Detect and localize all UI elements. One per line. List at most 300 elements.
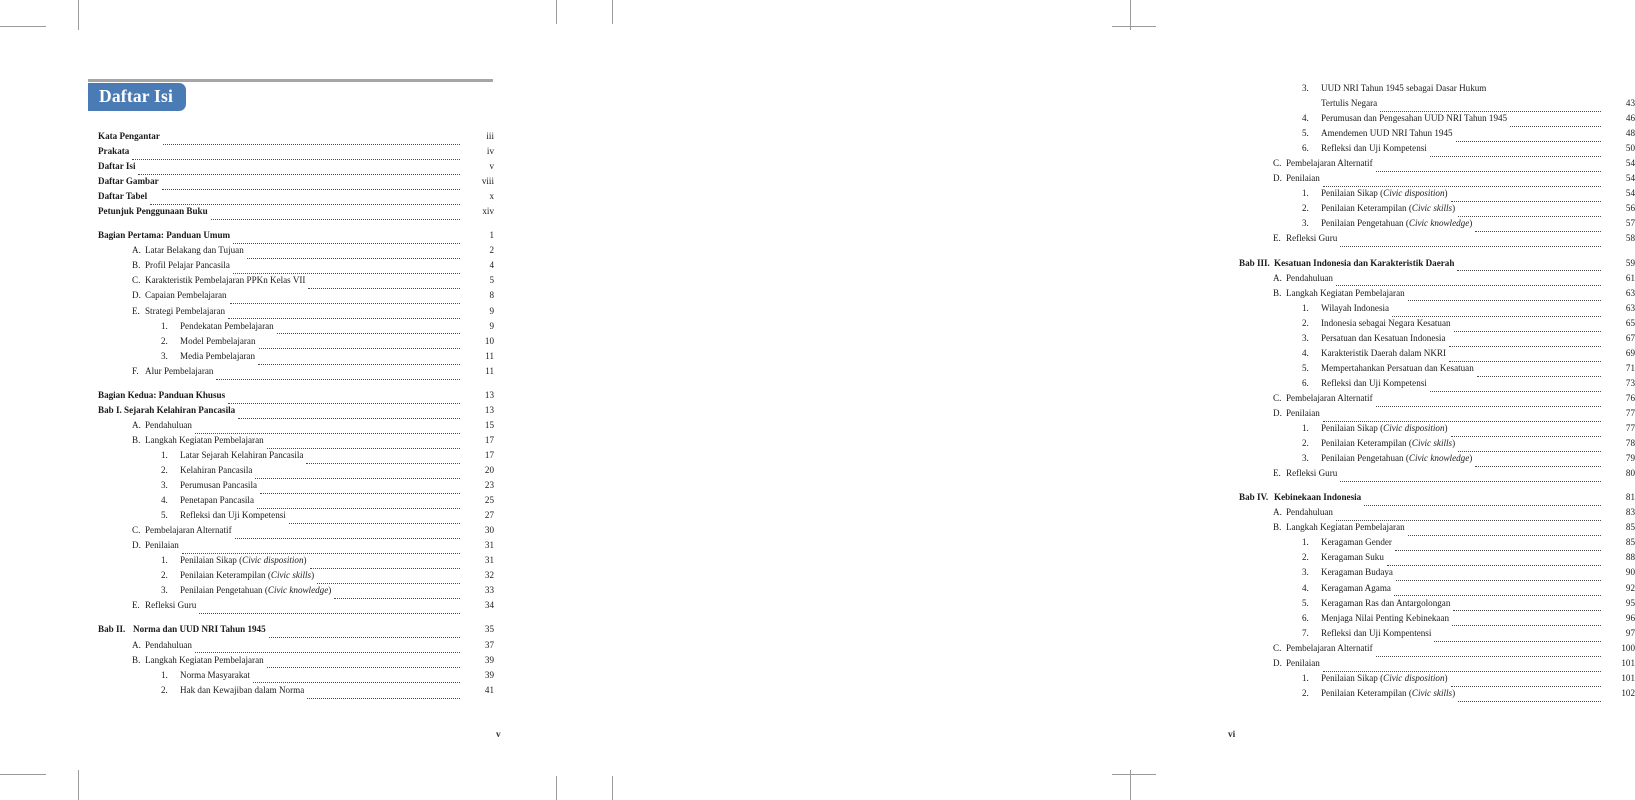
toc-entry[interactable] <box>98 451 494 466</box>
toc-entry-label: 3. <box>1302 332 1309 343</box>
toc-entry[interactable] <box>98 481 494 496</box>
toc-entry[interactable] <box>1239 439 1635 454</box>
toc-leader-dots <box>1387 565 1601 566</box>
toc-entry-title <box>1321 674 1451 683</box>
toc-entry-label: 2. <box>161 684 168 695</box>
toc-entry[interactable] <box>1239 304 1635 319</box>
toc-page-number: 59 <box>1625 257 1635 268</box>
toc-page-number: 101 <box>1621 672 1635 683</box>
toc-leader-dots <box>228 318 460 319</box>
toc-entry[interactable] <box>98 686 494 701</box>
toc-leader-dots <box>257 508 460 509</box>
toc-entry-title <box>1321 204 1458 213</box>
toc-entry-title: Perumusan dan Pengesahan UUD NRI Tahun 1945 <box>1321 113 1508 124</box>
page-right <box>578 0 1635 800</box>
toc-leader-dots <box>1394 595 1601 596</box>
toc-entry-title-italic: Civic knowledge <box>267 585 329 596</box>
toc-entry-title: Langkah Kegiatan Pembelajaran <box>1286 287 1405 298</box>
toc-leader-dots <box>233 273 460 274</box>
toc-entry-label: 2. <box>1302 438 1309 449</box>
toc-entry-title: Wilayah Indonesia <box>1321 302 1390 313</box>
toc-entry[interactable] <box>98 192 494 207</box>
toc-entry-label: 4. <box>1302 582 1309 593</box>
toc-entry-title: Refleksi dan Uji Kompentensi <box>1321 627 1432 638</box>
toc-entry-title-italic: Civic knowledge <box>1408 453 1470 464</box>
toc-entry[interactable] <box>1239 114 1635 129</box>
toc-entry-title-text: Penilaian Sikap ( <box>1321 672 1384 683</box>
toc-entry-title: Prakata <box>98 146 130 157</box>
toc-leader-dots <box>1430 391 1601 392</box>
toc-entry[interactable] <box>1239 629 1635 644</box>
toc-page-number: 48 <box>1625 128 1635 139</box>
toc-entry-title-italic: Civic skills <box>270 570 312 581</box>
toc-leader-dots <box>1376 656 1601 657</box>
toc-leader-dots <box>1340 246 1601 247</box>
toc-leader-dots <box>277 333 460 334</box>
toc-page-number: 88 <box>1625 552 1635 563</box>
toc-entry-label: 6. <box>1302 143 1309 154</box>
toc-entry[interactable] <box>1239 144 1635 159</box>
toc-entry-label: 1. <box>1302 537 1309 548</box>
toc-page-number: xiv <box>482 206 494 217</box>
toc-entry[interactable] <box>98 586 494 601</box>
toc-entry[interactable] <box>98 132 494 147</box>
toc-entry[interactable] <box>98 625 494 640</box>
toc-leader-dots <box>1430 156 1601 157</box>
toc-leader-dots <box>1451 436 1601 437</box>
page-title: Daftar Isi <box>99 86 174 107</box>
toc-entry-label: 1. <box>1302 423 1309 434</box>
toc-page-number: 9 <box>489 320 494 331</box>
toc-leader-dots <box>1454 331 1601 332</box>
toc-entry-label: 3. <box>161 350 168 361</box>
toc-entry[interactable] <box>1239 219 1635 234</box>
toc-entry[interactable] <box>98 496 494 511</box>
toc-entry[interactable] <box>98 231 494 246</box>
toc-entry-title: Daftar Tabel <box>98 191 148 202</box>
toc-leader-dots <box>1477 376 1601 377</box>
toc-page-number: 1 <box>489 230 494 241</box>
toc-entry-title: Profil Pelajar Pancasila <box>145 260 230 271</box>
toc-page-number: 67 <box>1625 332 1635 343</box>
toc-entry-label: E. <box>1273 468 1281 479</box>
toc-entry-title: Tertulis Negara <box>1321 98 1378 109</box>
toc-leader-dots <box>1376 406 1601 407</box>
toc-entry-label: 1. <box>1302 302 1309 313</box>
toc-entry[interactable] <box>1239 394 1635 409</box>
section-header <box>88 79 493 115</box>
toc-entry-label: C. <box>132 525 141 536</box>
toc-leader-dots <box>235 538 460 539</box>
toc-entry[interactable] <box>1239 659 1635 674</box>
toc-entry-title: Langkah Kegiatan Pembelajaran <box>1286 522 1405 533</box>
toc-page-number: 43 <box>1625 98 1635 109</box>
toc-leader-dots <box>230 303 460 304</box>
toc-page-number: 17 <box>484 434 494 445</box>
toc-entry-title: Norma dan UUD NRI Tahun 1945 <box>133 624 266 635</box>
toc-entry-title: Refleksi dan Uji Kompetensi <box>180 510 286 521</box>
toc-page-number: 102 <box>1621 687 1635 698</box>
toc-page-number: 39 <box>484 669 494 680</box>
toc-page-number: 77 <box>1625 423 1635 434</box>
toc-leader-dots <box>1364 505 1601 506</box>
toc-entry[interactable] <box>98 466 494 481</box>
toc-entry-title: Kesatuan Indonesia dan Karakteristik Daerah <box>1274 257 1455 268</box>
toc-entry-label: 1. <box>161 669 168 680</box>
toc-entry[interactable] <box>98 671 494 686</box>
toc-entry-title-tail: ) <box>311 570 315 581</box>
toc-entry-title: Refleksi Guru <box>1286 468 1338 479</box>
toc-entry-label: 1. <box>161 320 168 331</box>
toc-entry[interactable] <box>98 571 494 586</box>
toc-leader-dots <box>317 583 460 584</box>
toc-page-number: x <box>489 191 494 202</box>
toc-entry-title <box>180 556 310 565</box>
toc-page-number: 9 <box>489 305 494 316</box>
toc-entry-title: Strategi Pembelajaran <box>145 305 226 316</box>
toc-entry[interactable] <box>98 436 494 451</box>
toc-page-number: 97 <box>1625 627 1635 638</box>
toc-entry[interactable] <box>1239 674 1635 689</box>
toc-entry-title: Media Pembelajaran <box>180 350 255 361</box>
toc-entry[interactable] <box>1239 469 1635 484</box>
toc-page-number: 31 <box>484 540 494 551</box>
toc-leader-dots <box>138 174 460 175</box>
toc-entry-title-tail: ) <box>1452 438 1456 449</box>
toc-page-number: 39 <box>484 654 494 665</box>
toc-page-number: 50 <box>1625 143 1635 154</box>
toc-page-number: 54 <box>1625 188 1635 199</box>
toc-entry-title: Pembelajaran Alternatif <box>1286 642 1373 653</box>
toc-entry-label: 1. <box>1302 672 1309 683</box>
toc-entry-label: 5. <box>1302 597 1309 608</box>
toc-entry-title <box>1321 219 1475 228</box>
toc-page-number: 23 <box>484 480 494 491</box>
toc-entry[interactable] <box>98 207 494 222</box>
toc-entry[interactable] <box>1239 129 1635 144</box>
toc-entry-title: Refleksi dan Uji Kompetensi <box>1321 143 1427 154</box>
toc-leader-dots <box>267 667 460 668</box>
toc-entry-title: Bab I. Sejarah Kelahiran Pancasila <box>98 404 236 415</box>
toc-entry-label: B. <box>132 260 141 271</box>
toc-entry-title: Bagian Pertama: Panduan Umum <box>98 230 231 241</box>
toc-entry[interactable] <box>1239 508 1635 523</box>
toc-entry[interactable] <box>1239 364 1635 379</box>
toc-leader-dots <box>228 403 460 404</box>
toc-entry-title: Penilaian <box>1286 407 1320 418</box>
toc-entry[interactable] <box>98 291 494 306</box>
toc-leader-dots <box>1449 361 1601 362</box>
toc-entry-title: Petunjuk Penggunaan Buku <box>98 206 208 217</box>
toc-entry[interactable] <box>98 641 494 656</box>
toc-page-number: 61 <box>1625 272 1635 283</box>
toc-entry-label: 3. <box>1302 567 1309 578</box>
toc-entry-title: Keragaman Suku <box>1321 552 1384 563</box>
toc-leader-dots <box>1458 216 1601 217</box>
toc-entry[interactable] <box>1239 189 1635 204</box>
toc-entry-title: Keragaman Ras dan Antargolongan <box>1321 597 1451 608</box>
toc-page-number: 20 <box>484 464 494 475</box>
toc-page-number: 77 <box>1625 407 1635 418</box>
toc-entry-title <box>1321 424 1451 433</box>
toc-entry[interactable] <box>98 177 494 192</box>
toc-entry-label: D. <box>1273 407 1282 418</box>
toc-entry[interactable] <box>98 337 494 352</box>
toc-entry-title-italic: Civic disposition <box>242 555 304 566</box>
toc-page-number: 85 <box>1625 537 1635 548</box>
toc-entry-title-tail: ) <box>1452 687 1456 698</box>
toc-entry-label: E. <box>132 305 140 316</box>
toc-entry-title <box>180 571 317 580</box>
toc-page-number: 73 <box>1625 377 1635 388</box>
toc-entry-label: E. <box>1273 233 1281 244</box>
header-rule <box>88 79 493 82</box>
toc-entry-title-text: Penilaian Keterampilan ( <box>1321 203 1412 214</box>
toc-entry[interactable] <box>98 541 494 556</box>
toc-entry-title: Karakteristik Pembelajaran PPKn Kelas VII <box>145 275 306 286</box>
toc-leader-dots <box>1408 300 1601 301</box>
toc-page-number: 79 <box>1625 453 1635 464</box>
toc-entry[interactable] <box>1239 689 1635 704</box>
toc-entry[interactable] <box>1239 99 1635 114</box>
toc-entry-title: Pendahuluan <box>1286 507 1333 518</box>
toc-entry[interactable] <box>98 421 494 436</box>
toc-entry-label: D. <box>132 290 141 301</box>
toc-leader-dots <box>259 348 460 349</box>
toc-leader-dots <box>1323 186 1601 187</box>
toc-entry-title: Amendemen UUD NRI Tahun 1945 <box>1321 128 1453 139</box>
toc-entry-label: 2. <box>1302 317 1309 328</box>
toc-entry-label: 1. <box>1302 188 1309 199</box>
toc-page-number: 54 <box>1625 158 1635 169</box>
toc-entry[interactable] <box>98 511 494 526</box>
toc-entry-label: B. <box>132 654 141 665</box>
toc-entry[interactable] <box>98 352 494 367</box>
toc-entry[interactable] <box>98 406 494 421</box>
toc-entry[interactable] <box>1239 599 1635 614</box>
toc-entry-label: D. <box>1273 173 1282 184</box>
toc-entry[interactable] <box>1239 454 1635 469</box>
toc-entry[interactable] <box>1239 274 1635 289</box>
toc-entry[interactable] <box>1239 259 1635 274</box>
toc-entry[interactable] <box>1239 523 1635 538</box>
toc-entry-title: Pembelajaran Alternatif <box>145 525 232 536</box>
toc-entry[interactable] <box>1239 204 1635 219</box>
toc-page-number: 54 <box>1625 173 1635 184</box>
toc-page-number: 17 <box>484 449 494 460</box>
toc-list-right <box>1239 84 1635 704</box>
toc-entry[interactable] <box>1239 538 1635 553</box>
toc-leader-dots <box>1380 111 1601 112</box>
toc-entry[interactable] <box>98 526 494 541</box>
toc-entry[interactable] <box>1239 84 1635 99</box>
toc-entry-label: F. <box>132 365 139 376</box>
toc-leader-dots <box>269 637 460 638</box>
toc-page-number: 81 <box>1625 492 1635 503</box>
toc-entry[interactable] <box>98 147 494 162</box>
toc-entry[interactable] <box>1239 553 1635 568</box>
toc-leader-dots <box>289 523 460 524</box>
toc-leader-dots <box>1408 535 1601 536</box>
toc-entry[interactable] <box>1239 424 1635 439</box>
toc-entry[interactable] <box>1239 234 1635 249</box>
toc-page-number: 65 <box>1625 317 1635 328</box>
toc-page-number: 11 <box>485 365 494 376</box>
toc-entry-label: A. <box>132 419 141 430</box>
toc-entry[interactable] <box>1239 349 1635 364</box>
toc-page-number: 13 <box>484 404 494 415</box>
toc-leader-dots <box>1458 451 1601 452</box>
toc-entry-title-text: Penilaian Keterampilan ( <box>1321 687 1412 698</box>
toc-entry-label: 5. <box>1302 128 1309 139</box>
toc-entry[interactable] <box>1239 379 1635 394</box>
toc-leader-dots <box>308 288 460 289</box>
header-badge <box>88 83 186 111</box>
toc-leader-dots <box>1510 126 1601 127</box>
toc-leader-dots <box>307 698 460 699</box>
toc-leader-dots <box>334 598 460 599</box>
toc-entry-label: C. <box>132 275 141 286</box>
toc-leader-dots <box>195 652 460 653</box>
toc-entry-label: 7. <box>1302 627 1309 638</box>
toc-leader-dots <box>253 682 460 683</box>
toc-entry-label: 1. <box>161 555 168 566</box>
toc-entry-label: A. <box>1273 507 1282 518</box>
toc-entry[interactable] <box>1239 614 1635 629</box>
toc-page-number: 63 <box>1625 287 1635 298</box>
toc-leader-dots <box>150 204 460 205</box>
toc-leader-dots <box>1323 671 1601 672</box>
toc-page-number: 30 <box>484 525 494 536</box>
toc-entry[interactable] <box>1239 568 1635 583</box>
toc-entry[interactable] <box>98 601 494 616</box>
toc-entry-label: 3. <box>1302 83 1309 93</box>
toc-entry-title: Langkah Kegiatan Pembelajaran <box>145 434 264 445</box>
toc-entry-title: Keragaman Budaya <box>1321 567 1393 578</box>
toc-entry[interactable] <box>98 391 494 406</box>
toc-entry[interactable] <box>1239 319 1635 334</box>
toc-leader-dots <box>310 568 460 569</box>
toc-list-left <box>98 132 494 701</box>
toc-entry-title-text: Penilaian Keterampilan ( <box>180 570 271 581</box>
toc-entry-title: Kebinekaan Indonesia <box>1274 492 1362 503</box>
toc-entry[interactable] <box>1239 584 1635 599</box>
toc-entry-title-text: Penilaian Sikap ( <box>1321 423 1384 434</box>
toc-entry[interactable] <box>98 276 494 291</box>
toc-entry-label: A. <box>1273 272 1282 283</box>
toc-leader-dots <box>1458 701 1601 702</box>
toc-entry[interactable] <box>98 367 494 382</box>
toc-entry-title-text: Penilaian Pengetahuan ( <box>180 585 268 596</box>
toc-entry-label: C. <box>1273 392 1282 403</box>
toc-entry-title-italic: Civic knowledge <box>1408 218 1470 229</box>
toc-page-number: 58 <box>1625 233 1635 244</box>
toc-page-number: 8 <box>489 290 494 301</box>
toc-entry[interactable] <box>98 307 494 322</box>
toc-entry-title-tail: ) <box>1469 218 1473 229</box>
toc-entry-title: Persatuan dan Kesatuan Indonesia <box>1321 332 1446 343</box>
toc-entry-label: 4. <box>1302 113 1309 124</box>
toc-entry[interactable] <box>1239 493 1635 508</box>
toc-leader-dots <box>1323 421 1601 422</box>
toc-entry-label: C. <box>1273 642 1282 653</box>
toc-page-number: 100 <box>1621 642 1635 653</box>
toc-entry-title: Daftar Isi <box>98 161 136 172</box>
toc-page-number: 63 <box>1625 302 1635 313</box>
toc-entry-label: Bab IV. <box>1239 492 1269 503</box>
toc-leader-dots <box>195 433 460 434</box>
toc-entry-title-italic: Civic skills <box>1411 687 1453 698</box>
toc-entry-label: 3. <box>1302 218 1309 229</box>
toc-leader-dots <box>1336 520 1601 521</box>
toc-entry-label: 2. <box>161 464 168 475</box>
toc-entry-label: Bab III. <box>1239 257 1270 268</box>
toc-entry[interactable] <box>98 556 494 571</box>
toc-leader-dots <box>162 189 460 190</box>
toc-entry[interactable] <box>1239 644 1635 659</box>
toc-leader-dots <box>1395 550 1601 551</box>
toc-entry-label: 5. <box>1302 362 1309 373</box>
toc-entry[interactable] <box>98 246 494 261</box>
toc-page-number: 2 <box>489 245 494 256</box>
toc-entry-label: D. <box>1273 657 1282 668</box>
toc-entry-title: Hak dan Kewajiban dalam Norma <box>180 684 305 695</box>
toc-entry-label: Bab II. <box>98 624 126 635</box>
toc-entry-title-tail: ) <box>328 585 332 596</box>
toc-entry-title <box>1321 454 1475 463</box>
toc-entry-title: Pembelajaran Alternatif <box>1286 158 1373 169</box>
toc-entry[interactable] <box>98 261 494 276</box>
toc-entry-title: Pendahuluan <box>1286 272 1333 283</box>
toc-leader-dots <box>163 144 460 145</box>
toc-entry-label: 4. <box>1302 347 1309 358</box>
toc-entry[interactable] <box>1239 409 1635 424</box>
toc-leader-dots <box>1456 141 1601 142</box>
toc-leader-dots <box>255 478 460 479</box>
toc-entry[interactable] <box>1239 159 1635 174</box>
toc-page-number: 37 <box>484 639 494 650</box>
toc-entry-title: Perumusan Pancasila <box>180 480 258 491</box>
toc-entry-title-tail: ) <box>1469 453 1473 464</box>
toc-entry-title-tail: ) <box>1452 203 1456 214</box>
toc-entry-title: Daftar Gambar <box>98 176 159 187</box>
toc-page-number: 32 <box>484 570 494 581</box>
toc-entry-title <box>1321 439 1458 448</box>
toc-entry[interactable] <box>1239 289 1635 304</box>
toc-entry-title-italic: Civic disposition <box>1383 672 1445 683</box>
toc-page-number: 90 <box>1625 567 1635 578</box>
toc-entry-label: 5. <box>161 510 168 521</box>
toc-leader-dots <box>306 463 460 464</box>
toc-leader-dots <box>216 379 460 380</box>
toc-entry[interactable] <box>1239 334 1635 349</box>
toc-entry-label: E. <box>132 600 140 611</box>
toc-entry-title: Refleksi dan Uji Kompetensi <box>1321 377 1427 388</box>
toc-entry-title: Penilaian <box>1286 173 1320 184</box>
toc-entry-label: B. <box>1273 287 1282 298</box>
toc-leader-dots <box>211 219 460 220</box>
toc-entry[interactable] <box>98 322 494 337</box>
toc-entry[interactable] <box>98 656 494 671</box>
toc-entry-label: 3. <box>161 585 168 596</box>
toc-entry[interactable] <box>98 162 494 177</box>
toc-entry-title: Mempertahankan Persatuan dan Kesatuan <box>1321 362 1474 373</box>
toc-entry[interactable] <box>1239 174 1635 189</box>
toc-page-number: iv <box>486 146 494 157</box>
toc-entry-title: Karakteristik Daerah dalam NKRI <box>1321 347 1446 358</box>
toc-page-number: iii <box>486 131 494 141</box>
toc-leader-dots <box>1392 316 1601 317</box>
